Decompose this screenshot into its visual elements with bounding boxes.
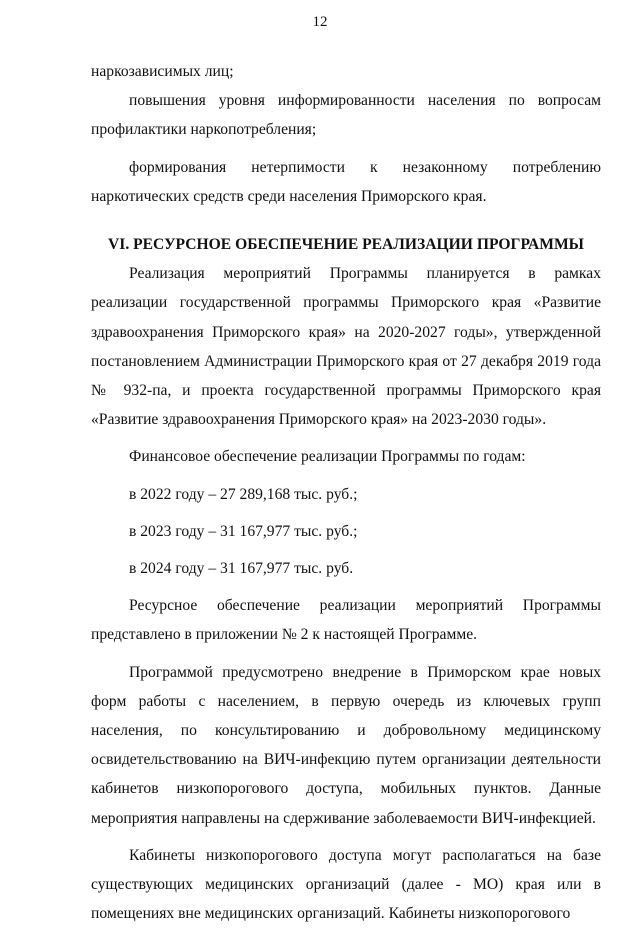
financing-2024: в 2024 году – 31 167,977 тыс. руб. [129,560,354,578]
paragraph-low-threshold: Кабинеты низкопорогового доступа могут располагаться на базе существующих медицинских организаций (далее - МО) края или в помещениях вне медицинских организаций. Кабинеты низкопорогового [91,846,601,923]
financing-2023: в 2023 году – 31 167,977 тыс. руб.; [129,522,358,540]
paragraph-awareness: повышения уровня информированности населения по вопросам профилактики наркопотребления; [91,92,601,139]
section-heading: VI. РЕСУРСНОЕ ОБЕСПЕЧЕНИЕ РЕАЛИЗАЦИИ ПРОГРАММЫ [108,236,584,254]
paragraph-drug-dependent: наркозависимых лиц; [91,63,234,80]
page-number: 12 [312,14,328,30]
paragraph-resources-line2: представлено в приложении № 2 к настоящей Программе. [91,626,478,644]
paragraph-financing: Финансовое обеспечение реализации Программы по годам: [129,448,526,466]
paragraph-intolerance-line1: формирования нетерпимости к незаконному потреблению [129,158,601,176]
financing-2022: в 2022 году – 27 289,168 тыс. руб.; [129,485,358,503]
paragraph-intolerance-line2: наркотических средств среди населения Приморского края. [91,187,487,205]
document-body [91,57,601,928]
paragraph-new-forms: Программой предусмотрено внедрение в Приморском крае новых форм работы с населением, в первую очередь из ключевых групп населения, по консультированию и добровольному медицинскому освидетельствованию на ВИЧ-инфекцию путем организации деятельности кабинетов низкопорогового доступа, мобильных пунктов. Данные мероприятия направлены на сдерживание заболеваемости ВИЧ-инфекцией. [91,663,601,827]
paragraph-implementation: Реализация мероприятий Программы планируется в рамках реализации государственной программы Приморского края «Развитие здравоохранения Приморского края» на 2020-2027 годы», утвержденной постановлением Администрации Приморского края от 27 декабря 2019 года № 932-па, и проекта государственной программы Приморского края «Развитие здравоохранения Приморского края» на 2023-2030 годы». [91,265,601,429]
paragraph-resources-line1: Ресурсное обеспечение реализации мероприятий Программы [129,597,601,615]
